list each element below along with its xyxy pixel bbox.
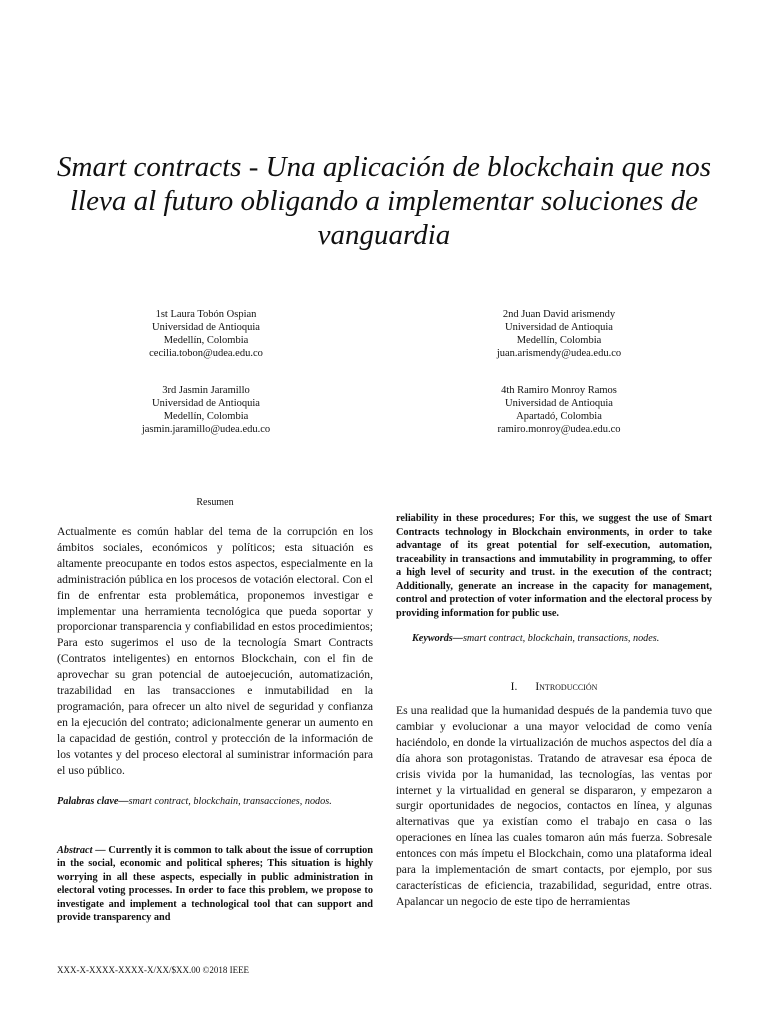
author-city: Medellín, Colombia xyxy=(163,335,249,346)
abstract-dash: — xyxy=(92,844,109,856)
abstract-label: Abstract xyxy=(57,844,93,856)
palabras-clave-label: Palabras clave— xyxy=(57,795,129,807)
right-column xyxy=(396,512,712,910)
author-affiliation: Universidad de Antioquia xyxy=(152,322,260,333)
abstract xyxy=(57,844,373,925)
copyright-footer: XXX-X-XXXX-XXXX-X/XX/$XX.00 ©2018 IEEE xyxy=(57,965,250,975)
author-email: jasmin.jaramillo@udea.edu.co xyxy=(141,424,271,435)
author-city: Medellín, Colombia xyxy=(516,335,602,346)
palabras-clave xyxy=(57,795,373,808)
palabras-clave-value: smart contract, blockchain, transacciones, nodos. xyxy=(128,795,332,807)
author-affiliation: Universidad de Antioquia xyxy=(505,398,613,409)
author-name: 1st Laura Tobón Ospian xyxy=(155,309,257,320)
author-block-4 xyxy=(439,384,679,436)
author-city: Apartadó, Colombia xyxy=(516,411,602,422)
author-email: ramiro.monroy@udea.edu.co xyxy=(497,424,621,435)
author-name: 3rd Jasmin Jaramillo xyxy=(162,385,250,396)
author-block-1 xyxy=(86,308,326,360)
resumen-text: Actualmente es común hablar del tema de la corrupción en los ámbitos sociales, económicos y políticos; esta situación es altamente preocupante en todos estos aspectos, especialmente en la administración pública en los procesos de votación electoral. Con el fin de enfrentar esta problemática, proponemos investigar e implementar una herramienta tecnológica que pueda soportar y proporcionar transparencia y confiabilidad en estos procedimientos; Para esto sugerimos el uso de la tecnología Smart Contracts (Contratos inteligentes) en entornos Blockchain, con el fin de aprovechar su gran potencial de autoejecución, automatización, trazabilidad en las transacciones e inmutabilidad en la programación, para ofrecer un alto nivel de seguridad y confianza en la ejecución del contrato; adicionalmente generar un aumento en la capacidad de gestión, control y protección de la información de los votantes y del proceso electoral al suministrar información para el uso público. xyxy=(57,525,373,777)
abstract-text-right: reliability in these procedures; For this, we suggest the use of Smart Contracts technology in Blockchain environments, in order to take advantage of its great potential for self-execution, automation, traceability in transactions and immutability in programming, to offer a high level of security and trust. in the execution of the contract; Additionally, generate an increase in the capacity for management, control and protection of voter information and the electoral process by providing information for public use. xyxy=(396,513,712,619)
abstract-text-left: Currently it is common to talk about the issue of corruption in the social, economic and political spheres; This situation is highly worrying in all these aspects, especially in public administration in electoral voting processes. In order to face this problem, we propose to investigate and implement a technological tool that can support and provide transparency and xyxy=(57,844,374,923)
left-column xyxy=(57,497,373,925)
section-number: I. xyxy=(510,681,518,693)
author-name: 4th Ramiro Monroy Ramos xyxy=(501,385,617,396)
author-block-3 xyxy=(86,384,326,436)
author-city: Medellín, Colombia xyxy=(163,411,249,422)
resumen-heading: Resumen xyxy=(196,497,234,508)
author-email: cecilia.tobon@udea.edu.co xyxy=(149,348,263,359)
author-block-2 xyxy=(439,308,679,360)
author-affiliation: Universidad de Antioquia xyxy=(152,398,260,409)
author-email: juan.arismendy@udea.edu.co xyxy=(496,348,622,359)
author-name: 2nd Juan David arismendy xyxy=(502,309,616,320)
paper-title: Smart contracts - Una aplicación de blockchain que nos lleva al futuro obligando a implementar soluciones de vanguardia xyxy=(57,151,711,251)
section-heading-introduccion xyxy=(396,681,712,693)
keywords-value: smart contract, blockchain, transactions, nodes. xyxy=(462,633,660,644)
section-title: Introducción xyxy=(535,681,598,693)
introduccion-text: Es una realidad que la humanidad después de la pandemia tuvo que cambiar y evolucionar a una mayor velocidad de como venía haciéndolo, en donde la virtualización de muchos aspectos del día a día ahora son protagonistas. Tratando de atravesar esa época de crisis vivida por la humanidad, las tecnologías, las ventas por internet y la virtualidad en general se dispararon, y empezaron a surgir oportunidades de negocios, contactos en línea, y algunas alternativas que ya existían como el trabajo en casa o las operaciones en línea las cuales tomaron aún más fuerza. Sobresale entonces con más ímpetu el Blockchain, como una plataforma ideal para la implementación de smart contacts, por ejemplo, por sus características de eficiencia, trazabilidad, seguridad, entre otras. Apalancar un negocio de este tipo de herramientas xyxy=(396,704,712,908)
keywords-label: Keywords— xyxy=(412,633,463,644)
keywords xyxy=(396,632,712,645)
author-affiliation: Universidad de Antioquia xyxy=(505,322,613,333)
